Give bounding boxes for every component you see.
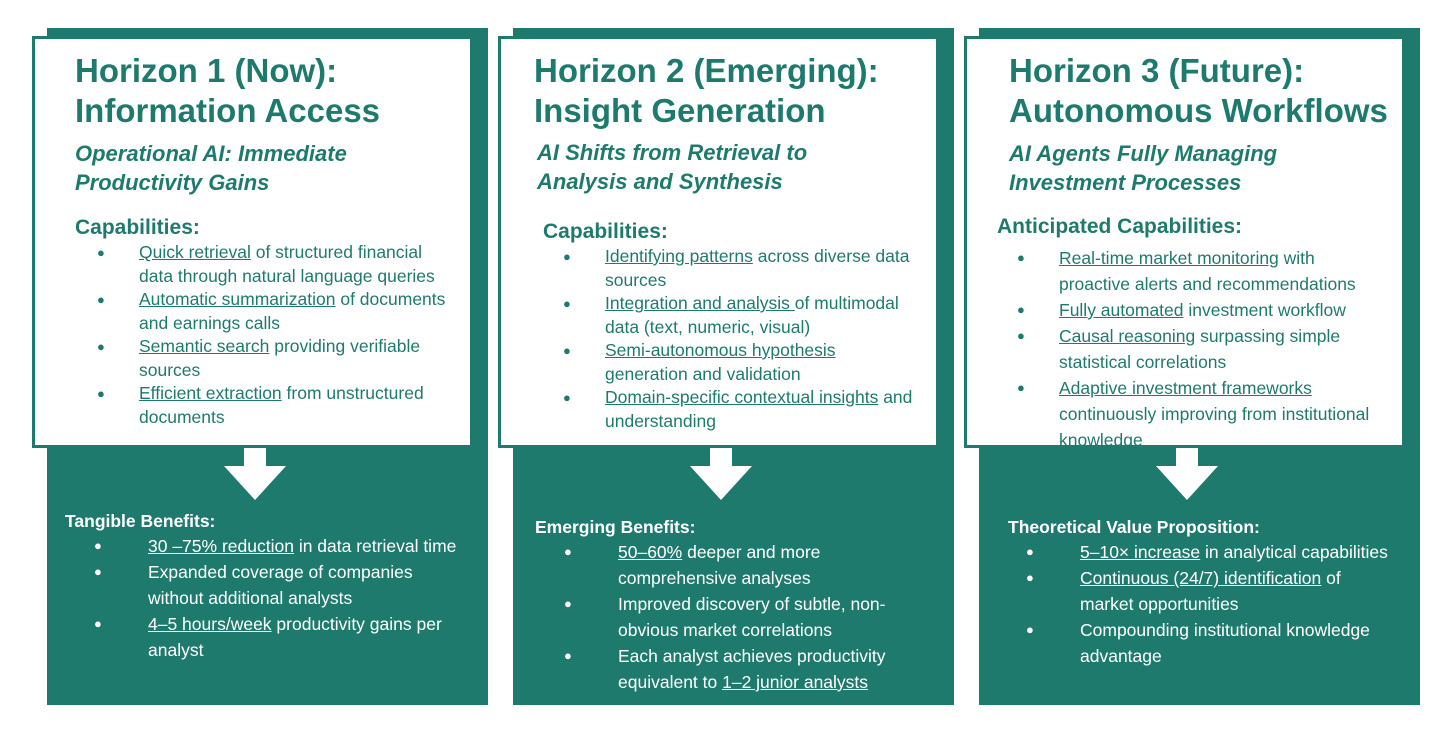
- bullet-icon: ●: [94, 564, 102, 579]
- capability-link[interactable]: Real-time market monitoring: [1059, 248, 1279, 268]
- list-item: ● Quick retrieval of structured financial data through natural language queries: [97, 242, 435, 286]
- list-item: ● Expanded coverage of companies without additional analysts: [94, 559, 462, 611]
- horizon-1-column: [32, 0, 482, 732]
- horizon-1-title: Horizon 1 (Now): Information Access: [75, 52, 381, 129]
- list-item: ● Identifying patterns across diverse data sources: [563, 246, 910, 290]
- list-item: ● Continuous (24/7) identification of market opportunities: [1026, 565, 1394, 617]
- bullet-icon: ●: [563, 249, 571, 264]
- list-item: ● Semantic search providing verifiable sources: [97, 336, 421, 380]
- list-item: ● Semi-autonomous hypothesis generation and validation: [563, 340, 836, 384]
- capability-link[interactable]: Adaptive investment frameworks: [1059, 378, 1312, 398]
- capability-link[interactable]: Semi-autonomous hypothesis: [605, 340, 836, 360]
- horizon-3-title: Horizon 3 (Future): Autonomous Workflows: [1009, 52, 1388, 129]
- horizon-2-capabilities-card: [498, 36, 939, 448]
- horizon-2-capabilities-heading: Capabilities:: [543, 220, 668, 243]
- capability-link[interactable]: Semantic search: [139, 336, 270, 356]
- bullet-icon: ●: [563, 296, 571, 311]
- benefit-link[interactable]: 1–2 junior analysts: [722, 672, 869, 692]
- horizon-2-benefits-list: [564, 539, 928, 695]
- bullet-icon: ●: [97, 339, 105, 354]
- list-item: ● Each analyst achieves productivity equivalent to 1–2 junior analysts: [564, 643, 928, 695]
- capability-link[interactable]: Fully automated: [1059, 300, 1184, 320]
- bullet-icon: ●: [97, 292, 105, 307]
- benefit-link[interactable]: 30 –75% reduction: [148, 536, 294, 556]
- list-item: ● Domain-specific contextual insights and understanding: [563, 387, 913, 431]
- benefit-link[interactable]: 5–10× increase: [1080, 542, 1201, 562]
- horizon-3-benefits-list: [1026, 539, 1394, 669]
- bullet-icon: ●: [1017, 328, 1025, 343]
- list-item: ● 50–60% deeper and more comprehensive analyses: [564, 539, 928, 591]
- capability-link[interactable]: Integration and analysis: [605, 293, 795, 313]
- bullet-icon: ●: [94, 538, 102, 553]
- horizon-2-subtitle: AI Shifts from Retrieval to Analysis and Synthesis: [537, 140, 808, 194]
- list-item: ● Fully automated investment workflow: [1017, 297, 1388, 323]
- capability-link[interactable]: Domain-specific contextual insights: [605, 387, 879, 407]
- horizon-1-benefits-list: [94, 533, 462, 663]
- horizon-2-title: Horizon 2 (Emerging): Insight Generation: [534, 52, 879, 129]
- capability-link[interactable]: Identifying patterns: [605, 246, 753, 266]
- horizon-1-capabilities-card: [32, 36, 473, 448]
- benefit-link[interactable]: 4–5 hours/week: [148, 614, 272, 634]
- bullet-icon: ●: [563, 343, 571, 358]
- horizon-1-subtitle: Operational AI: Immediate Productivity Gains: [75, 141, 347, 195]
- capability-link[interactable]: Quick retrieval: [139, 242, 251, 262]
- list-item: ● Improved discovery of subtle, non-obvious market correlations: [564, 591, 928, 643]
- list-item: ● 30 –75% reduction in data retrieval time: [94, 533, 462, 559]
- capability-link[interactable]: Efficient extraction: [139, 383, 282, 403]
- bullet-icon: ●: [563, 390, 571, 405]
- bullet-icon: ●: [564, 596, 572, 611]
- bullet-icon: ●: [564, 648, 572, 663]
- bullet-icon: ●: [97, 245, 105, 260]
- bullet-icon: ●: [97, 386, 105, 401]
- benefit-link[interactable]: Continuous (24/7) identification: [1080, 568, 1322, 588]
- capability-link[interactable]: Causal reasoning: [1059, 326, 1196, 346]
- horizon-3-column: [964, 0, 1414, 732]
- bullet-icon: ●: [1026, 544, 1034, 559]
- bullet-icon: ●: [1017, 250, 1025, 265]
- list-item: ● Integration and analysis of multimodal data (text, numeric, visual): [563, 293, 899, 337]
- arrow-down-icon: [224, 448, 286, 500]
- list-item: ● Causal reasoning surpassing simple statistical correlations: [1017, 323, 1388, 375]
- horizon-3-capabilities-card: [964, 36, 1405, 448]
- horizon-1-benefits-heading: Tangible Benefits:: [65, 511, 216, 531]
- list-item: ● Adaptive investment frameworks continuously improving from institutional knowledge: [1017, 375, 1388, 453]
- horizon-3-subtitle: AI Agents Fully Managing Investment Processes: [1009, 141, 1278, 195]
- arrow-down-icon: [1156, 448, 1218, 500]
- list-item: ● Efficient extraction from unstructured documents: [97, 383, 424, 427]
- horizon-2-column: [498, 0, 948, 732]
- horizon-2-benefits-heading: Emerging Benefits:: [535, 517, 696, 537]
- benefit-link[interactable]: 50–60%: [618, 542, 683, 562]
- horizon-3-capabilities-heading: Anticipated Capabilities:: [997, 215, 1243, 238]
- bullet-icon: ●: [1017, 302, 1025, 317]
- list-item: ● Compounding institutional knowledge advantage: [1026, 617, 1394, 669]
- bullet-icon: ●: [564, 544, 572, 559]
- list-item: ● Automatic summarization of documents and earnings calls: [97, 289, 446, 333]
- horizon-1-capabilities-list: [97, 241, 456, 429]
- horizon-2-capabilities-list: [563, 245, 922, 433]
- bullet-icon: ●: [1026, 570, 1034, 585]
- horizon-3-capabilities-list: [1017, 245, 1388, 453]
- list-item: ● Real-time market monitoring with proactive alerts and recommendations: [1017, 245, 1388, 297]
- capability-link[interactable]: Automatic summarization: [139, 289, 336, 309]
- bullet-icon: ●: [94, 616, 102, 631]
- bullet-icon: ●: [1017, 380, 1025, 395]
- list-item: ● 4–5 hours/week productivity gains per analyst: [94, 611, 462, 663]
- bullet-icon: ●: [1026, 622, 1034, 637]
- list-item: ● 5–10× increase in analytical capabilities: [1026, 539, 1394, 565]
- arrow-down-icon: [690, 448, 752, 500]
- horizon-3-benefits-heading: Theoretical Value Proposition:: [1008, 517, 1260, 537]
- horizon-1-capabilities-heading: Capabilities:: [75, 216, 200, 239]
